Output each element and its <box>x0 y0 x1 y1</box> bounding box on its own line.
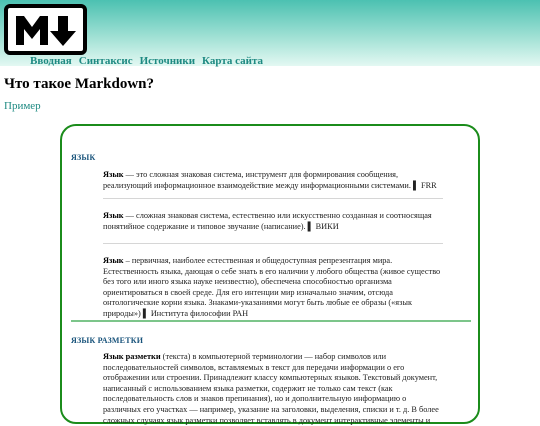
definition-divider <box>103 198 443 199</box>
definition-item <box>103 211 443 232</box>
definitions-card <box>60 124 480 424</box>
main-nav <box>30 55 263 67</box>
definition-term: Язык <box>103 170 124 179</box>
definition-divider <box>103 243 443 244</box>
nav-link-sitemap[interactable]: Карта сайта <box>202 55 264 67</box>
page-title: Что такое Markdown? <box>4 76 155 92</box>
definition-text: – первичная, наиболее естественная и общедоступная репрезентация мира. Естественность языка, дающая о себе знать в его наличии у любого общества (живое существо без того или иного языка науке неизвестно), обеспечена способностью организма ориентироваться в своей среде. Для его интенции мир изначально значим, отсюда онтологические корни языка. Знаками-указаниями могут быть любые ее образы («язык природы») ▌ Института философии РАН <box>103 256 441 318</box>
definition-item <box>103 256 443 320</box>
site-header <box>0 0 540 66</box>
example-link[interactable]: Пример <box>4 100 41 112</box>
section-title-markup-language: ЯЗЫК РАЗМЕТКИ <box>71 336 144 345</box>
nav-link-sources[interactable]: Источники <box>139 55 196 67</box>
section-divider <box>71 320 471 322</box>
nav-link-syntax[interactable]: Синтаксис <box>78 55 133 67</box>
definition-text: (текста) в компьютерной терминологии — набор символов или последовательностей символов, вставляемых в текст для передачи информации о его отображении или строении. Принадлежит классу компьютерных языков. Текстовый документ, написанный с использованием языка разметки, содержит не только сам текст (как последовательность слов и знаков препинания), но и дополнительную информацию о различных его участках — например, указание на заголовки, выделения, списки и т. д. В более сложных случаях язык разметки позволяет вставлять в документ интерактивные элементы и <box>103 352 439 425</box>
nav-link-intro[interactable]: Вводная <box>30 55 72 67</box>
definition-term: Язык разметки <box>103 352 161 361</box>
definition-term: Язык <box>103 211 124 220</box>
section-title-language: ЯЗЫК <box>71 153 96 162</box>
markdown-m-down-icon <box>12 12 80 49</box>
markdown-logo[interactable] <box>4 4 87 55</box>
definition-text: — это сложная знаковая система, инструмент для формирования сообщения, реализующий информационное взаимодействие между информационными системами. ▌ FRR <box>103 170 437 190</box>
definition-text: — сложная знаковая система, естественно или искусственно созданная и соотносящая понятийное содержание и типовое звучание (написание). ▌ ВИКИ <box>103 211 432 231</box>
definition-item <box>103 170 443 191</box>
definition-item <box>103 352 443 426</box>
definition-term: Язык <box>103 256 124 265</box>
